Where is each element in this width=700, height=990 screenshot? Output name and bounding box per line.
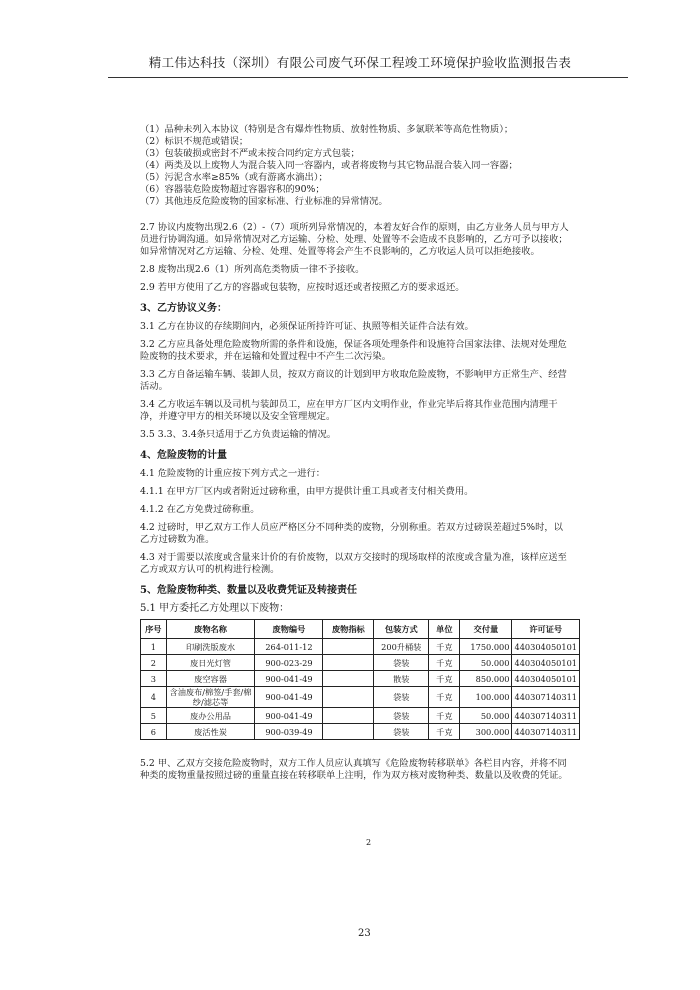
clause-4-2: 4.2 过磅时，甲乙双方工作人员应严格区分不同种类的废物，分别称重。若双方过磅误差超过5%时，以乙方过磅数为准。 [140,522,563,545]
cell-waste-code: 900-041-49 [255,687,323,708]
cell-license: 440307140311 [512,708,580,724]
cell-waste-code: 900-041-49 [255,708,323,724]
column-header: 交付量 [460,620,512,639]
cell-waste-code: 900-023-29 [255,655,323,671]
cell-unit: 千克 [429,687,460,708]
cell-quantity: 1750.000 [460,639,512,655]
cell-license: 440307140311 [512,724,580,740]
cell-waste-name: 废活性炭 [166,724,255,740]
column-header: 废物编号 [255,620,323,639]
cell-packaging: 袋装 [374,724,429,740]
cell-indicator [323,639,374,655]
contract-body [140,124,577,782]
cell-indicator [323,724,374,740]
section-4-heading: 4、危险废物的计量 [140,450,227,461]
clause-3-3: 3.3 乙方自备运输车辆、装卸人员，按双方商议的计划到甲方收取危险废物，不影响甲方正常生产、经营活动。 [140,369,567,392]
cell-quantity: 300.000 [460,724,512,740]
table-row [141,655,580,671]
clause-3-2: 3.2 乙方应具备处理危险废物所需的条件和设施，保证各项处理条件和设施符合国家法律、法规对处理危险废物的技术要求，并在运输和处置过程中不产生二次污染。 [140,339,567,362]
cell-waste-name: 含油废布/棉签/手套/棉纱/滤芯等 [166,687,255,708]
list-item: （1）品种未列入本协议（特别是含有爆炸性物质、放射性物质、多氯联苯等高危性物质）； [140,124,514,135]
cell-waste-name: 废空容器 [166,671,255,687]
clause-5-2: 5.2 甲、乙双方交接危险废物时，双方工作人员应认真填写《危险废物转移联单》各栏目内容，并将不同种类的废物重量按照过磅的重量直接在转移联单上注明，作为双方核对废物种类、数量以及收费的凭证。 [140,758,568,781]
cell-unit: 千克 [429,708,460,724]
contract-page-number: 2 [366,838,372,847]
cell-packaging: 袋装 [374,655,429,671]
exclusion-list [140,124,570,208]
cell-index: 2 [141,655,167,671]
cell-quantity: 850.000 [460,671,512,687]
table-row [141,639,580,655]
clause-4-1-1: 4.1.1 在甲方厂区内或者附近过磅称重，由甲方提供计重工具或者支付相关费用。 [140,486,474,497]
column-header: 序号 [141,620,167,639]
cell-waste-name: 废办公用品 [166,708,255,724]
clause-4-1: 4.1 危险废物的计重应按下列方式之一进行： [140,468,326,479]
clause-3-5: 3.5 3.3、3.4条只适用于乙方负责运输的情况。 [140,429,337,440]
table-row [141,687,580,708]
cell-packaging: 200升桶装 [374,639,429,655]
clause-3-1: 3.1 乙方在协议的存续期间内，必须保证所持许可证、执照等相关证件合法有效。 [140,321,474,332]
cell-indicator [323,655,374,671]
cell-packaging: 袋装 [374,708,429,724]
clause-4-1-2: 4.1.2 在乙方免费过磅称重。 [140,504,260,515]
column-header: 废物指标 [323,620,374,639]
cell-waste-code: 264-011-12 [255,639,323,655]
cell-quantity: 50.000 [460,655,512,671]
cell-indicator [323,687,374,708]
header-divider [108,77,628,78]
section-3-heading: 3、乙方协议义务： [140,303,227,314]
clause-2-8: 2.8 废物出现2.6（1）所列高危类物质一律不予接收。 [140,264,365,275]
report-header: 精工伟达科技（深圳）有限公司废气环保工程竣工环境保护验收监测报告表 [148,55,572,70]
cell-index: 5 [141,708,167,724]
waste-table [140,619,580,740]
cell-license: 440304050101 [512,671,580,687]
list-item: （5）污泥含水率≥85%（或有游离水滴出）； [140,172,328,183]
list-item: （6）容器装危险废物超过容器容积的90%； [140,184,325,195]
table-row [141,708,580,724]
list-item: （7）其他违反危险废物的国家标准、行业标准的异常情况。 [140,196,388,207]
clause-4-3: 4.3 对于需要以浓度或含量来计价的有价废物，以双方交接时的现场取样的浓度或含量为准，该样应送至乙方或双方认可的机构进行检测。 [140,552,567,575]
cell-unit: 千克 [429,639,460,655]
list-item: （4）两类及以上废物人为混合装入同一容器内，或者将废物与其它物品混合装入同一容器； [140,160,518,171]
list-item: （2）标识不规范或错误； [140,136,249,147]
cell-indicator [323,708,374,724]
table-header-row [141,620,580,639]
column-header: 单位 [429,620,460,639]
clause-5-1: 5.1 甲方委托乙方处理以下废物： [140,603,290,614]
cell-unit: 千克 [429,724,460,740]
clause-2-9: 2.9 若甲方使用了乙方的容器或包装物，应按时返还或者按照乙方的要求返还。 [140,282,465,293]
cell-indicator [323,671,374,687]
column-header: 许可证号 [512,620,580,639]
clause-2-7: 2.7 协议内废物出现2.6（2）-（7）项所列异常情况的，本着友好合作的原则，由乙方业务人员与甲方人员进行协调沟通。如异常情况对乙方运输、分检、处理、处置等不会造成不良影响的，乙方可予以接收；如异常情况对乙方运输、分检、处理、处置等将会产生不良影响的，乙方收运人员可以拒绝接收。 [140,222,569,257]
cell-license: 440307140311 [512,687,580,708]
cell-quantity: 100.000 [460,687,512,708]
table-row [141,671,580,687]
cell-waste-code: 900-039-49 [255,724,323,740]
cell-license: 440304050101 [512,639,580,655]
cell-index: 4 [141,687,167,708]
cell-packaging: 散装 [374,671,429,687]
page-number: 23 [358,928,371,939]
cell-index: 3 [141,671,167,687]
cell-waste-name: 印刷洗版废水 [166,639,255,655]
cell-waste-code: 900-041-49 [255,671,323,687]
cell-unit: 千克 [429,671,460,687]
table-row [141,724,580,740]
cell-unit: 千克 [429,655,460,671]
cell-index: 1 [141,639,167,655]
clause-3-4: 3.4 乙方收运车辆以及司机与装卸员工，应在甲方厂区内文明作业，作业完毕后将其作业范围内清理干净，并遵守甲方的相关环境以及安全管理规定。 [140,399,558,422]
column-header: 废物名称 [166,620,255,639]
cell-license: 440304050101 [512,655,580,671]
list-item: （3）包装破损或密封不严或未按合同约定方式包装； [140,148,360,159]
cell-index: 6 [141,724,167,740]
section-5-heading: 5、危险废物种类、数量以及收费凭证及转接责任 [140,585,357,596]
cell-quantity: 50.000 [460,708,512,724]
cell-waste-name: 废日光灯管 [166,655,255,671]
cell-packaging: 袋装 [374,687,429,708]
column-header: 包装方式 [374,620,429,639]
